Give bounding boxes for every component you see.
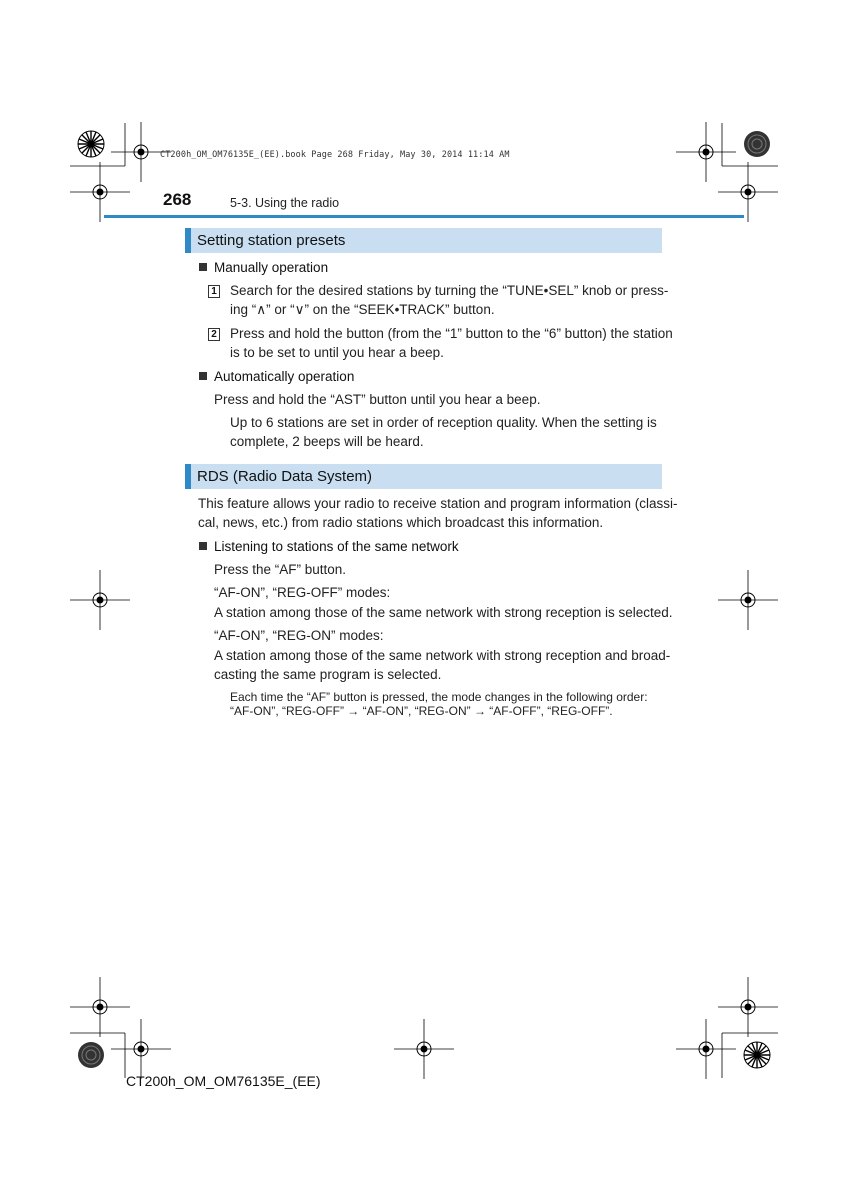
network-line-6: casting the same program is selected.: [214, 667, 442, 682]
rds-intro-line-2: cal, news, etc.) from radio stations which broadcast this information.: [198, 515, 604, 530]
auto-heading-text: Automatically operation: [214, 369, 355, 384]
rds-intro-line-1: This feature allows your radio to receive station and program information (classi-: [198, 496, 678, 511]
square-bullet-icon: [199, 372, 207, 380]
section-title: 5-3. Using the radio: [230, 196, 340, 210]
network-line-2: “AF-ON”, “REG-OFF” modes:: [214, 585, 391, 600]
network-line-3: A station among those of the same network with strong reception is selected.: [214, 605, 673, 620]
manual-heading-text: Manually operation: [214, 260, 329, 275]
step-1-line-1: Search for the desired stations by turning the “TUNE•SEL” knob or press-: [230, 283, 669, 298]
header-rule: [104, 215, 744, 218]
square-bullet-icon: [199, 263, 207, 271]
step-2-line-2: is to be set to until you hear a beep.: [230, 345, 444, 360]
network-note-line-2: “AF-ON”, “REG-OFF” → “AF-ON”, “REG-ON” → “AF-OFF”, “REG-OFF”.: [230, 704, 613, 718]
footer-code: CT200h_OM_OM76135E_(EE): [126, 1073, 321, 1089]
rds-heading: RDS (Radio Data System): [197, 468, 373, 485]
square-bullet-icon: [199, 542, 207, 550]
network-heading-text: Listening to stations of the same network: [214, 539, 459, 554]
network-note-line-1: Each time the “AF” button is pressed, the mode changes in the following order:: [230, 690, 648, 704]
auto-note-line-2: complete, 2 beeps will be heard.: [230, 434, 424, 449]
network-line-4: “AF-ON”, “REG-ON” modes:: [214, 628, 384, 643]
manual-heading: [199, 260, 328, 275]
auto-note-line-1: Up to 6 stations are set in order of reception quality. When the setting is: [230, 415, 657, 430]
auto-heading: [199, 369, 354, 384]
auto-line-1: Press and hold the “AST” button until you hear a beep.: [214, 392, 541, 407]
presets-heading-band: [185, 228, 662, 253]
step-2-line-1: Press and hold the button (from the “1” button to the “6” button) the station: [230, 326, 673, 341]
page-number: 268: [163, 190, 192, 209]
step-1-line-2: ing “∧” or “∨” on the “SEEK•TRACK” button.: [230, 302, 495, 317]
file-info: CT200h_OM_OM76135E_(EE).book Page 268 Friday, May 30, 2014 11:14 AM: [160, 150, 510, 160]
presets-heading: Setting station presets: [197, 232, 346, 249]
step-1-marker: 1: [208, 285, 220, 298]
network-heading: [199, 539, 459, 554]
step-2-marker: 2: [208, 328, 220, 341]
rds-heading-band: [185, 464, 662, 489]
network-line-5: A station among those of the same network with strong reception and broad-: [214, 648, 671, 663]
network-line-1: Press the “AF” button.: [214, 562, 347, 577]
